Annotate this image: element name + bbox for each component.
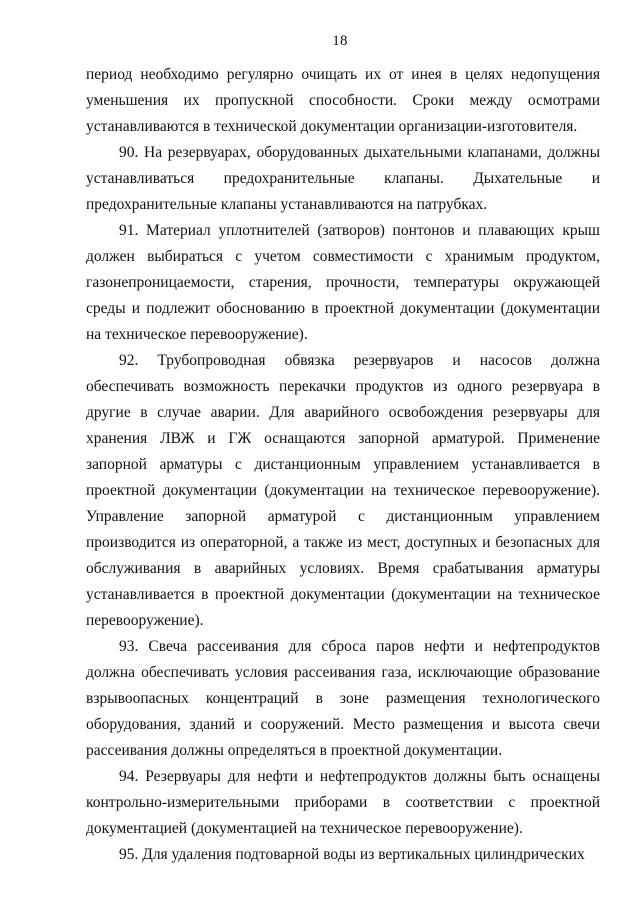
page-number: 18 xyxy=(332,33,348,49)
paragraph-92: 92. Трубопроводная обвязка резервуаров и насосов должна обеспечивать возможность перекачки продуктов из одного резервуара в другие в случае аварии. Для аварийного освобождения резервуары для хранения ЛВЖ и ГЖ оснащаются запорной арматурой. Применение запорной арматуры с дистанционным управлением устанавливается в проектной документации (документации на техническое перевооружение). Управление запорной арматурой с дистанционным управлением производится из операторной, а также из мест, доступных и безопасных для обслуживания в аварийных условиях. Время срабатывания арматуры устанавливается в проектной документации (документации на техническое перевооружение). xyxy=(86,352,600,629)
paragraph-90: 90. На резервуарах, оборудованных дыхательными клапанами, должны устанавливаться предохранительные клапаны. Дыхательные и предохранительные клапаны устанавливаются на патрубках. xyxy=(86,144,600,213)
paragraph-94: 94. Резервуары для нефти и нефтепродуктов должны быть оснащены контрольно-измерительными приборами в соответствии с проектной документацией (документацией на техническое перевооружение). xyxy=(86,768,600,837)
paragraph-93: 93. Свеча рассеивания для сброса паров нефти и нефтепродуктов должна обеспечивать условия рассеивания газа, исключающие образование взрывоопасных концентраций в зоне размещения технологического оборудования, зданий и сооружений. Место размещения и высота свечи рассеивания должны определяться в проектной документации. xyxy=(86,638,600,759)
paragraph-91: 91. Материал уплотнителей (затворов) понтонов и плавающих крыш должен выбираться с учетом совместимости с хранимым продуктом, газонепроницаемости, старения, прочности, температуры окружающей среды и подлежит обоснованию в проектной документации (документации на техническое перевооружение). xyxy=(86,222,600,343)
document-body xyxy=(86,62,600,868)
paragraph-95: 95. Для удаления подтоварной воды из вертикальных цилиндрических xyxy=(119,846,585,863)
paragraph-continuation: период необходимо регулярно очищать их от инея в целях недопущения уменьшения их пропускной способности. Сроки между осмотрами устанавливаются в технической документации организации-изготовителя. xyxy=(86,66,600,135)
